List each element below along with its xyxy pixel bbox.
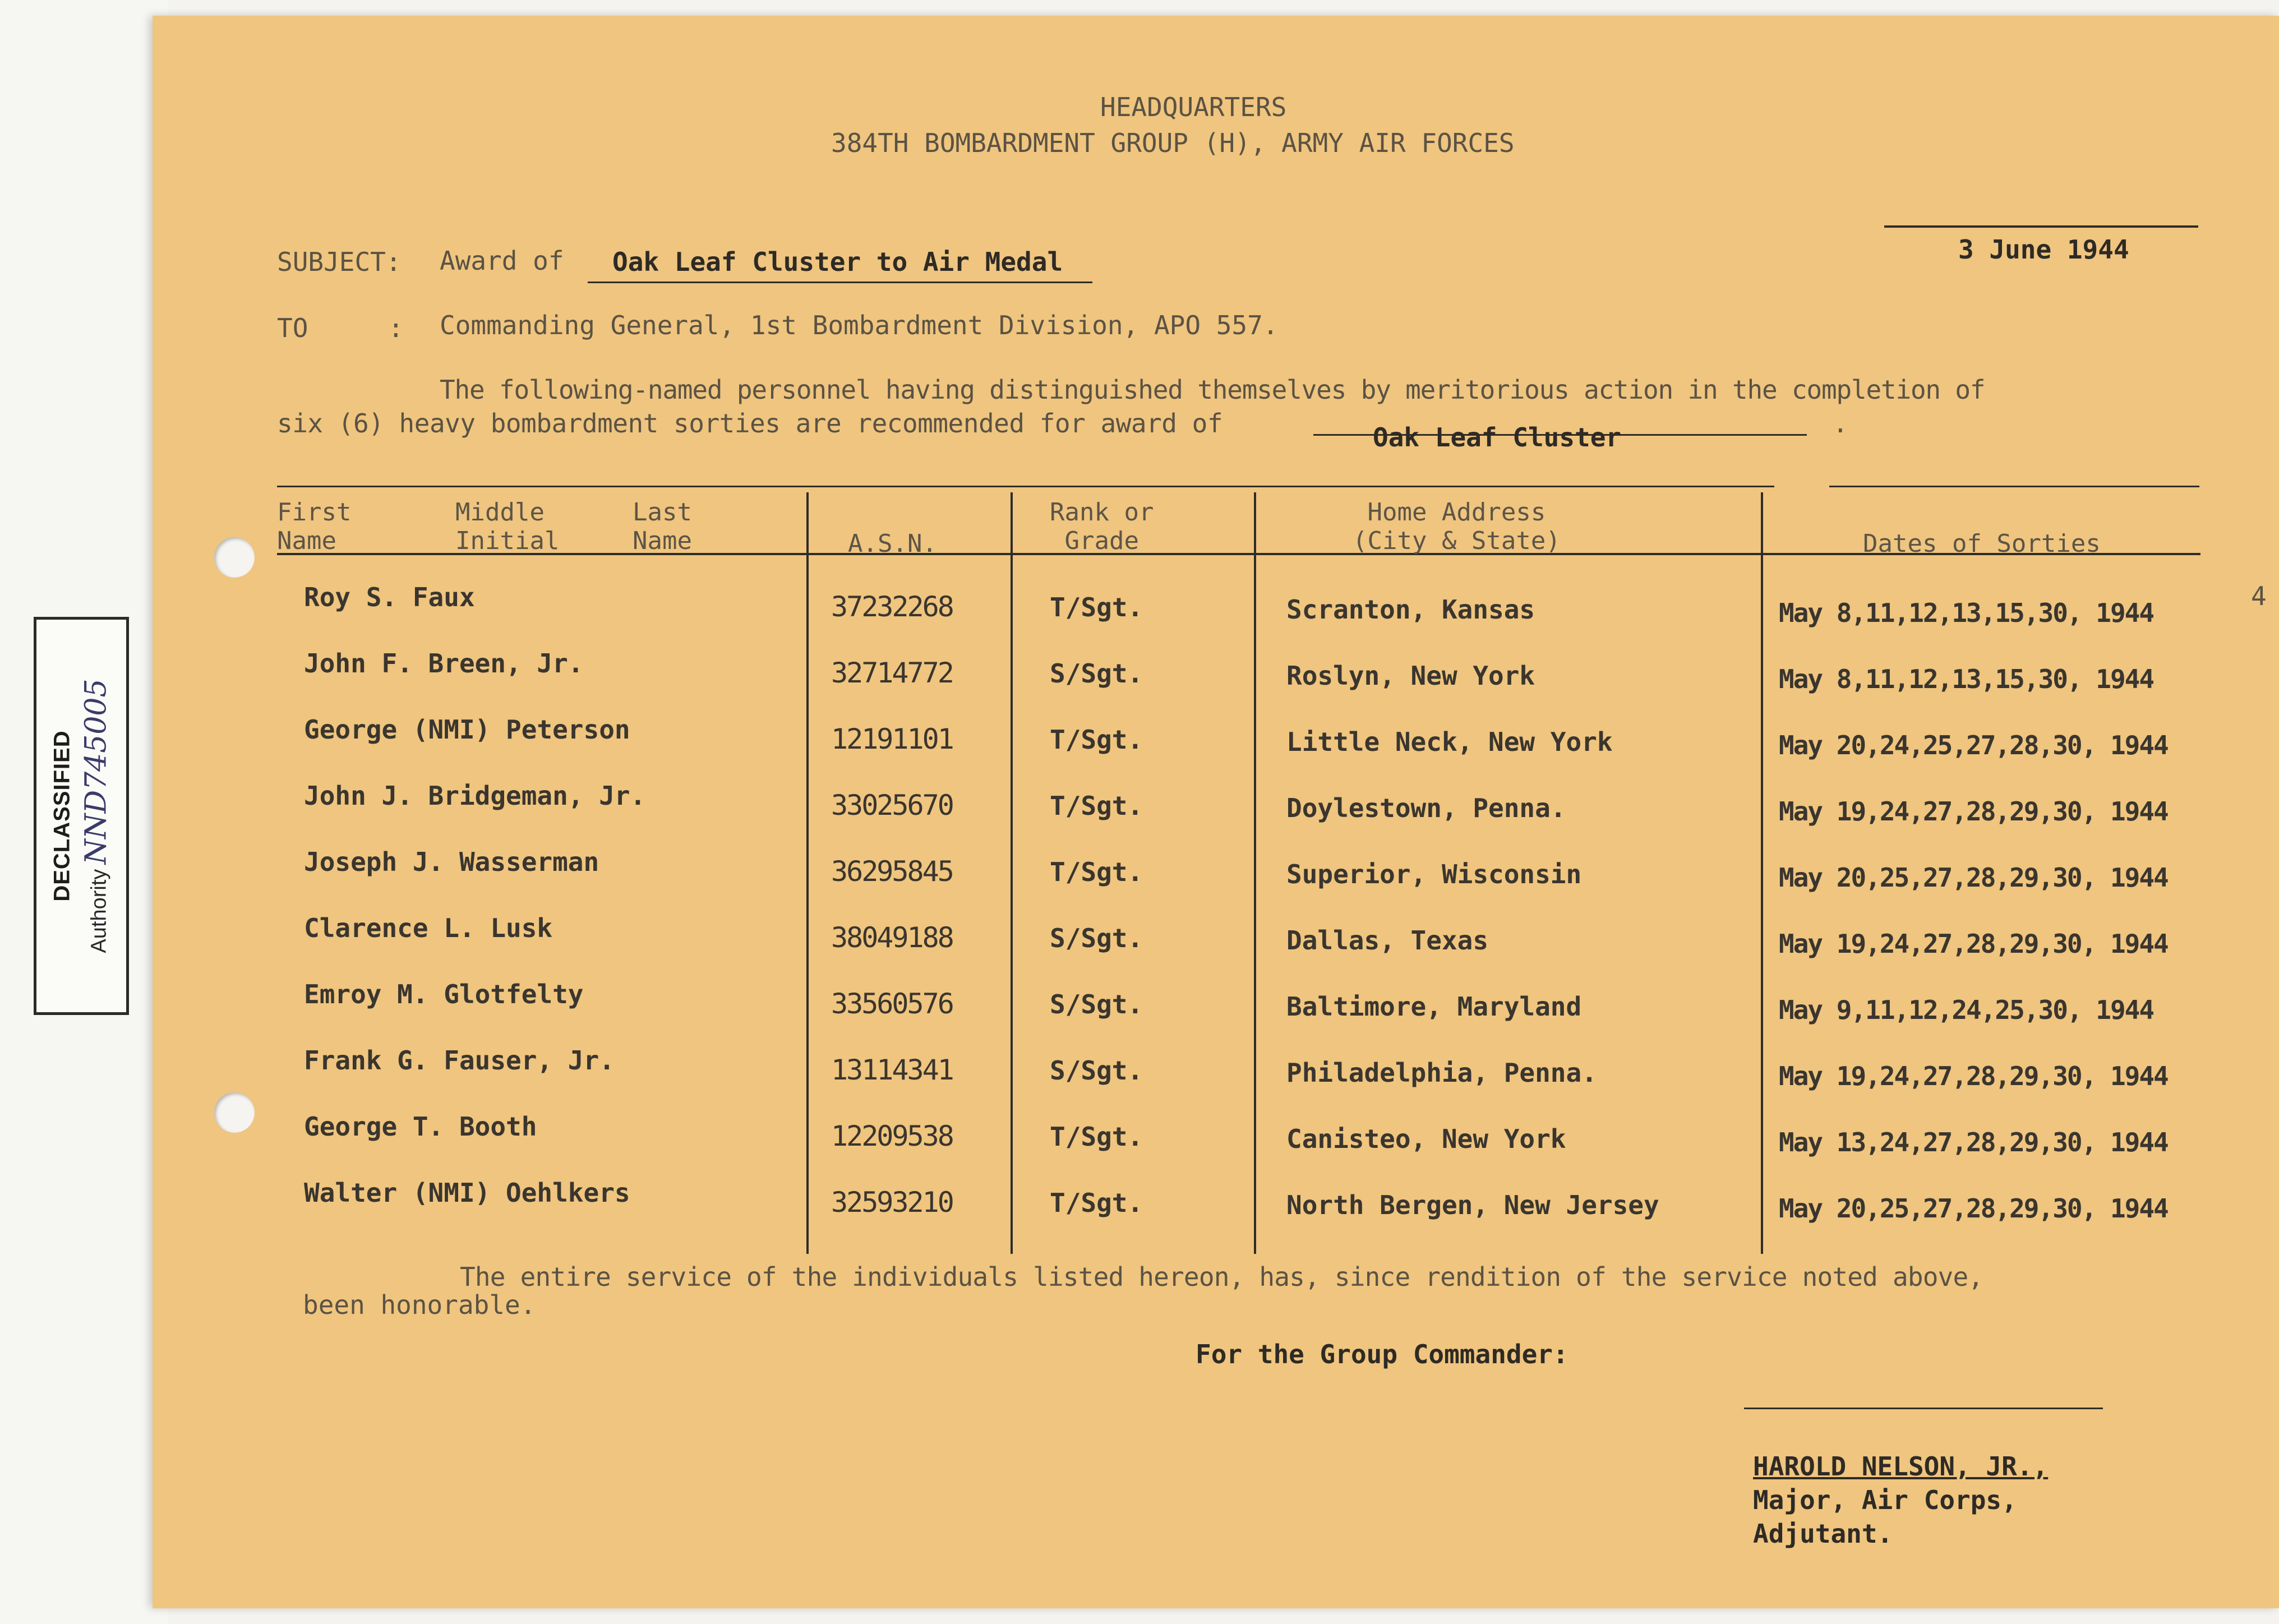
closing-line-2: been honorable.: [303, 1290, 536, 1320]
row-7-rank: S/Sgt.: [1050, 989, 1143, 1019]
subject-underline: [588, 282, 1092, 283]
col-last-name: Last Name: [633, 498, 692, 555]
declassified-stamp: [34, 617, 129, 1015]
col-divider-home: [1254, 492, 1256, 1254]
row-5-home: Superior, Wisconsin: [1286, 859, 1582, 889]
signature-name: HAROLD NELSON, JR.,: [1753, 1451, 2049, 1482]
closing-line-1: The entire service of the individuals listed hereon, has, since rendition of the service noted above,: [460, 1262, 1983, 1292]
intro-line-1: The following-named personnel having distinguished themselves by meritorious action in the completion of: [440, 375, 1985, 405]
table-top-rule-left: [277, 486, 1774, 487]
row-4-home: Doylestown, Penna.: [1286, 793, 1566, 823]
row-9-name: George T. Booth: [304, 1111, 537, 1142]
intro-period: .: [1833, 408, 1848, 439]
row-1-rank: T/Sgt.: [1050, 592, 1143, 622]
row-5-asn: 36295845: [831, 855, 953, 888]
col-first-name: First Name: [277, 498, 352, 555]
row-4-dates: May 19,24,27,28,29,30, 1944: [1779, 796, 2168, 827]
authority-label: Authority: [87, 869, 111, 953]
row-3-name: George (NMI) Peterson: [304, 714, 630, 745]
signature-rule: [1744, 1408, 2103, 1409]
intro-award: Oak Leaf Cluster: [1373, 422, 1622, 453]
authority-code: NND745005: [79, 679, 113, 865]
row-10-dates: May 20,25,27,28,29,30, 1944: [1779, 1193, 2168, 1224]
row-2-rank: S/Sgt.: [1050, 658, 1143, 689]
row-8-name: Frank G. Fauser, Jr.: [304, 1045, 615, 1076]
row-10-rank: T/Sgt.: [1050, 1188, 1143, 1218]
row-5-dates: May 20,25,27,28,29,30, 1944: [1779, 862, 2168, 893]
to-colon: :: [388, 313, 404, 343]
row-8-home: Philadelphia, Penna.: [1286, 1058, 1597, 1088]
col-divider-dates: [1761, 492, 1763, 1254]
row-2-dates: May 8,11,12,13,15,30, 1944: [1779, 664, 2154, 694]
header-line-2: 384TH BOMBARDMENT GROUP (H), ARMY AIR FORCES: [831, 128, 1515, 158]
punch-hole-top: [214, 537, 255, 578]
row-4-rank: T/Sgt.: [1050, 791, 1143, 821]
row-1-name: Roy S. Faux: [304, 582, 475, 612]
row-6-asn: 38049188: [831, 921, 953, 954]
row-1-home: Scranton, Kansas: [1286, 594, 1535, 625]
signature-role: Adjutant.: [1753, 1519, 1893, 1549]
row-6-dates: May 19,24,27,28,29,30, 1944: [1779, 929, 2168, 959]
punch-hole-bottom: [214, 1092, 255, 1133]
row-3-asn: 12191101: [831, 723, 953, 755]
row-8-asn: 13114341: [831, 1054, 953, 1086]
row-9-dates: May 13,24,27,28,29,30, 1944: [1779, 1127, 2168, 1157]
row-10-home: North Bergen, New Jersey: [1286, 1190, 1659, 1220]
row-8-dates: May 19,24,27,28,29,30, 1944: [1779, 1061, 2168, 1091]
col-middle-initial: Middle Initial: [455, 498, 560, 555]
intro-line-2: six (6) heavy bombardment sorties are recommended for award of: [277, 408, 1223, 439]
document-date: 3 June 1944: [1958, 234, 2129, 265]
row-7-asn: 33560576: [831, 988, 953, 1020]
row-9-asn: 12209538: [831, 1120, 953, 1152]
row-3-rank: T/Sgt.: [1050, 725, 1143, 755]
row-4-name: John J. Bridgeman, Jr.: [304, 781, 646, 811]
document-page: [153, 16, 2279, 1608]
row-3-home: Little Neck, New York: [1286, 727, 1613, 757]
row-7-name: Emroy M. Glotfelty: [304, 979, 584, 1009]
date-rule: [1884, 225, 2198, 228]
row-10-name: Walter (NMI) Oehlkers: [304, 1178, 630, 1208]
row-8-rank: S/Sgt.: [1050, 1055, 1143, 1086]
header-line-1: HEADQUARTERS: [1100, 92, 1287, 122]
row-2-home: Roslyn, New York: [1286, 661, 1535, 691]
row-6-name: Clarence L. Lusk: [304, 913, 553, 943]
to-value: Commanding General, 1st Bombardment Division, APO 557.: [440, 310, 1279, 340]
signature-title: Major, Air Corps,: [1753, 1485, 2017, 1515]
margin-mark: 4: [2251, 581, 2267, 611]
row-2-asn: 32714772: [831, 657, 953, 689]
col-divider-asn: [806, 492, 809, 1254]
table-top-rule-right: [1829, 486, 2199, 487]
row-1-asn: 37232268: [831, 590, 953, 623]
row-9-rank: T/Sgt.: [1050, 1122, 1143, 1152]
row-6-home: Dallas, Texas: [1286, 925, 1489, 956]
row-4-asn: 33025670: [831, 789, 953, 822]
row-9-home: Canisteo, New York: [1286, 1124, 1566, 1154]
row-5-name: Joseph J. Wasserman: [304, 847, 599, 877]
row-1-dates: May 8,11,12,13,15,30, 1944: [1779, 598, 2154, 628]
row-6-rank: S/Sgt.: [1050, 923, 1143, 953]
subject-prefix: Award of: [440, 246, 564, 276]
row-7-dates: May 9,11,12,24,25,30, 1944: [1779, 995, 2154, 1025]
col-rank: Rank or Grade: [1050, 498, 1154, 555]
group-commander-line: For the Group Commander:: [1196, 1339, 1568, 1369]
subject-award: Oak Leaf Cluster to Air Medal: [612, 247, 1063, 277]
to-label: TO: [277, 313, 308, 343]
declassified-label: DECLASSIFIED: [49, 730, 75, 902]
row-5-rank: T/Sgt.: [1050, 857, 1143, 887]
col-home-address: Home Address (City & State): [1353, 498, 1561, 555]
row-7-home: Baltimore, Maryland: [1286, 991, 1582, 1022]
subject-label: SUBJECT:: [277, 247, 402, 277]
row-10-asn: 32593210: [831, 1186, 953, 1219]
col-divider-rank: [1011, 492, 1013, 1254]
col-asn: A.S.N.: [848, 529, 937, 558]
row-3-dates: May 20,24,25,27,28,30, 1944: [1779, 730, 2168, 760]
row-2-name: John F. Breen, Jr.: [304, 648, 584, 679]
col-dates: Dates of Sorties: [1863, 529, 2101, 558]
